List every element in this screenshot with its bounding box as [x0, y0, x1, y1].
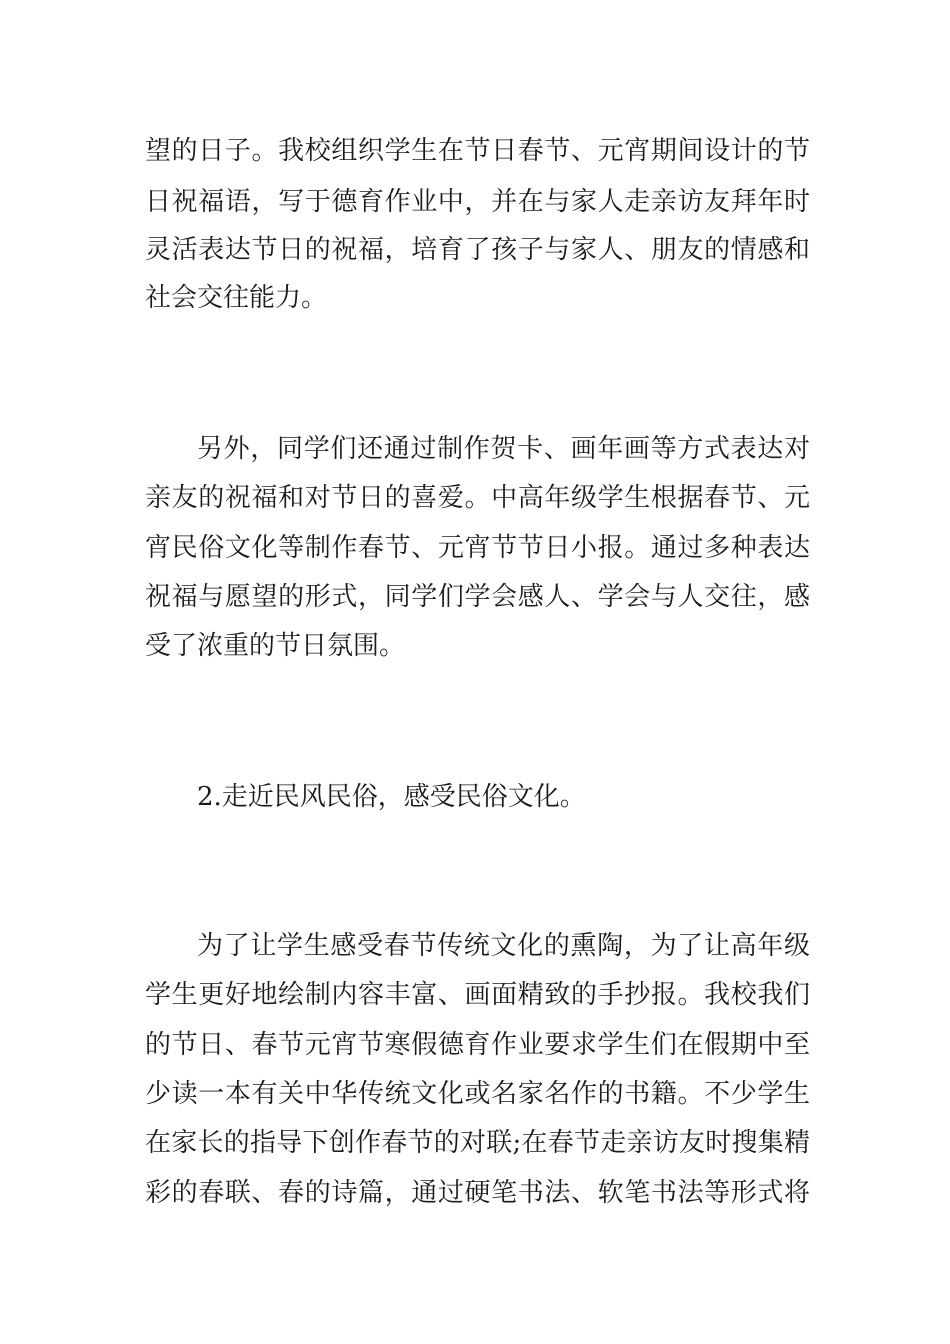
- heading-text: 2.走近民风民俗，感受民俗文化。: [197, 782, 586, 812]
- text-line: 亲友的祝福和对节日的喜爱。中高年级学生根据春节、元: [145, 483, 810, 513]
- text-line: 宵民俗文化等制作春节、元宵节节日小报。通过多种表达: [145, 533, 810, 563]
- text-line: 在家长的指导下创作春节的对联;在春节走亲访友时搜集精: [145, 1128, 810, 1158]
- text-line: 社会交往能力。: [145, 283, 328, 313]
- text-line: 祝福与愿望的形式，同学们学会感人、学会与人交往，感: [145, 582, 810, 612]
- text-line: 少读一本有关中华传统文化或名家名作的书籍。不少学生: [145, 1079, 810, 1109]
- text-line: 另外，同学们还通过制作贺卡、画年画等方式表达对: [197, 434, 810, 464]
- text-line: 灵活表达节日的祝福，培育了孩子与家人、朋友的情感和: [145, 235, 810, 265]
- text-line: 望的日子。我校组织学生在节日春节、元宵期间设计的节: [145, 136, 810, 166]
- text-line: 受了浓重的节日氛围。: [145, 631, 406, 661]
- text-line: 日祝福语，写于德育作业中，并在与家人走亲访友拜年时: [145, 187, 810, 217]
- text-line: 彩的春联、春的诗篇，通过硬笔书法、软笔书法等形式将: [145, 1178, 810, 1208]
- text-line: 为了让学生感受春节传统文化的熏陶，为了让高年级: [197, 931, 810, 961]
- text-line: 的节日、春节元宵节寒假德育作业要求学生们在假期中至: [145, 1030, 810, 1060]
- text-line: 学生更好地绘制内容丰富、画面精致的手抄报。我校我们: [145, 980, 810, 1010]
